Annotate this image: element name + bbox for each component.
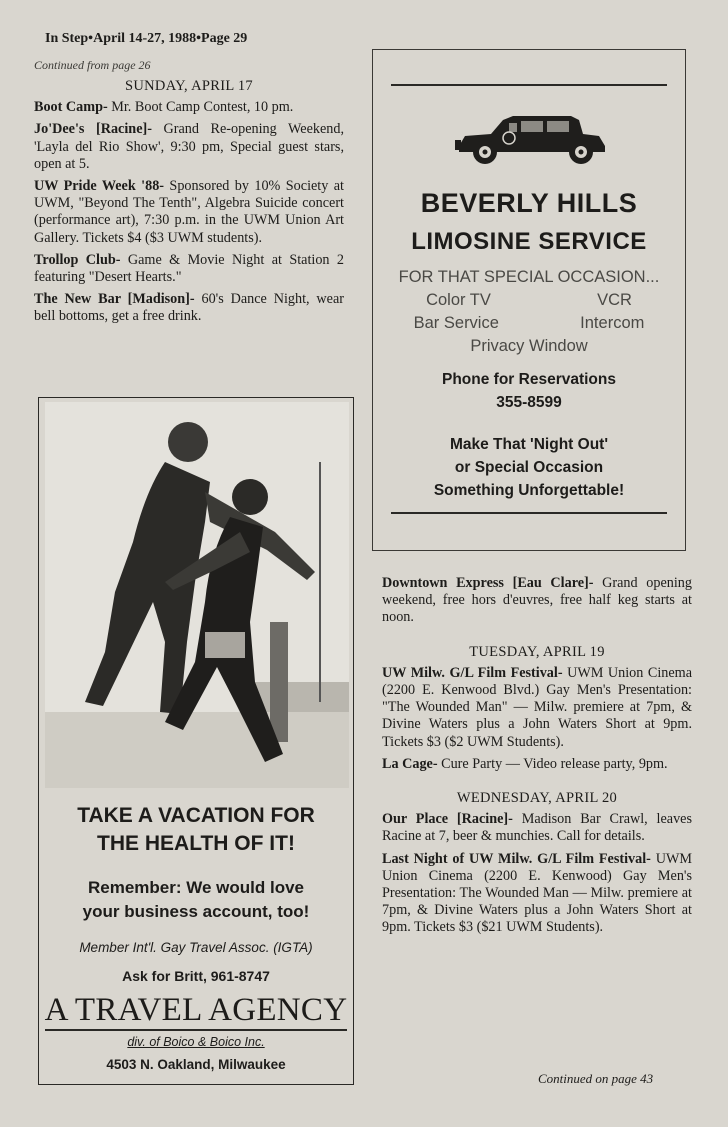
listing-entry <box>34 291 344 325</box>
listing-text: 60's Dance Night, wear bell bottoms, get a free drink. <box>34 291 344 325</box>
travel-headline <box>39 802 353 858</box>
remember-line: Remember: We would love <box>87 878 304 897</box>
left-listings-column <box>34 78 344 331</box>
listing-venue: UW Pride Week '88- <box>34 178 165 195</box>
headline-line: TAKE A VACATION FOR <box>77 804 315 827</box>
travel-agency-ad <box>38 397 354 1085</box>
travel-address: 4503 N. Oakland, Milwaukee <box>106 1057 286 1072</box>
headline-line: THE HEALTH OF IT! <box>97 832 295 855</box>
travel-division: div. of Boico & Boico Inc. <box>127 1035 265 1049</box>
listing-entry <box>382 811 692 845</box>
limo-title-service: LIMOSINE SERVICE <box>411 228 647 255</box>
listing-text: UWM Union Cinema (2200 E. Kenwood) Gay Men's Presentation: The Wounded Man — Milw. premiere at 7pm, & Divine Waters plus a John Waters Short at 9pm. Tickets $3 ($21 UWM Students). <box>382 850 692 936</box>
limo-title: BEVERLY HILLS <box>420 188 638 218</box>
ad-rule-top <box>391 84 667 86</box>
travel-contact: Ask for Britt, 961-8747 <box>122 968 270 984</box>
limo-features <box>373 266 685 358</box>
phone-label: Phone for Reservations <box>442 371 616 388</box>
ad-photo-runners <box>45 402 349 788</box>
listing-venue: The New Bar [Madison]- <box>34 291 195 308</box>
listing-text: Sponsored by 10% Society at UWM, "Beyond The Tenth", Algebra Suicide concert (performance art), 7:30 p.m. in the UWM Union Art Gallery. Tickets $4 ($3 UWM students). <box>34 178 344 246</box>
page-header: In Step•April 14-27, 1988•Page 29 <box>45 31 248 46</box>
limousine-ad <box>372 49 686 551</box>
limo-phone-block <box>373 368 685 414</box>
listing-venue: UW Milw. G/L Film Festival- <box>382 664 563 681</box>
continued-from-note: Continued from page 26 <box>34 58 151 72</box>
limo-promo <box>373 433 685 502</box>
feature-item: Bar Service <box>413 314 499 332</box>
feature-item: Privacy Window <box>470 337 588 355</box>
day-heading-wednesday: WEDNESDAY, APRIL 20 <box>456 790 618 807</box>
listing-text: Cure Party — Video release party, 9pm. <box>437 755 668 772</box>
vintage-car-icon <box>451 106 611 168</box>
right-listings-column <box>382 575 692 942</box>
listing-venue: Jo'Dee's [Racine]- <box>34 121 152 138</box>
listing-entry <box>382 756 692 773</box>
promo-line: or Special Occasion <box>454 459 604 476</box>
listing-text: UWM Union Cinema (2200 E. Kenwood Blvd.) Gay Men's Presentation: "The Wounded Man" — Milw. premiere at 7pm, & Divine Waters plus a John Waters Short at 9pm. Tickets $3 ($2 UWM Students). <box>382 664 692 750</box>
listing-venue: Our Place [Racine]- <box>382 811 513 828</box>
remember-line: your business account, too! <box>82 902 310 921</box>
travel-agency-name: A TRAVEL AGENCY <box>44 992 348 1028</box>
listing-venue: La Cage- <box>382 755 438 772</box>
listing-venue: Trollop Club- <box>34 251 121 268</box>
agency-rule <box>45 1029 347 1031</box>
listing-entry <box>34 252 344 286</box>
promo-line: Something Unforgettable! <box>433 482 625 499</box>
phone-number: 355-8599 <box>496 394 562 411</box>
runners-illustration <box>45 402 349 788</box>
listing-text: Game & Movie Night at Station 2 featuring "Desert Hearts." <box>34 251 344 286</box>
limo-tagline: FOR THAT SPECIAL OCCASION... <box>398 268 660 286</box>
listing-entry <box>34 121 344 173</box>
listing-text: Grand opening weekend, free hors d'euvres, free half keg starts at noon. <box>382 575 692 626</box>
ad-rule-bottom <box>391 512 667 514</box>
listing-entry <box>34 99 344 116</box>
listing-venue: Downtown Express [Eau Clare]- <box>382 575 594 591</box>
promo-line: Make That 'Night Out' <box>449 436 609 453</box>
listing-venue: Last Night of UW Milw. G/L Film Festival- <box>382 850 651 867</box>
listing-entry <box>382 575 692 627</box>
listing-text: Grand Re-opening Weekend, 'Layla del Rio Show', 9:30 pm, Special guest stars, open at 5. <box>34 121 344 172</box>
listing-text: Mr. Boot Camp Contest, 10 pm. <box>107 99 294 116</box>
listing-entry <box>34 178 344 247</box>
feature-item: VCR <box>597 291 632 309</box>
travel-membership: Member Int'l. Gay Travel Assoc. (IGTA) <box>79 940 313 955</box>
listing-venue: Boot Camp- <box>34 99 108 116</box>
feature-item: Intercom <box>580 314 645 332</box>
listing-entry <box>382 851 692 937</box>
travel-remember <box>39 876 353 924</box>
day-heading-sunday: SUNDAY, APRIL 17 <box>125 78 253 94</box>
listing-text: Madison Bar Crawl, leaves Racine at 7, beer & munchies. Call for details. <box>382 811 693 845</box>
continued-on-note: Continued on page 43 <box>538 1071 654 1086</box>
day-heading-tuesday: TUESDAY, APRIL 19 <box>469 643 605 660</box>
feature-item: Color TV <box>426 291 491 309</box>
listing-entry <box>382 665 692 751</box>
